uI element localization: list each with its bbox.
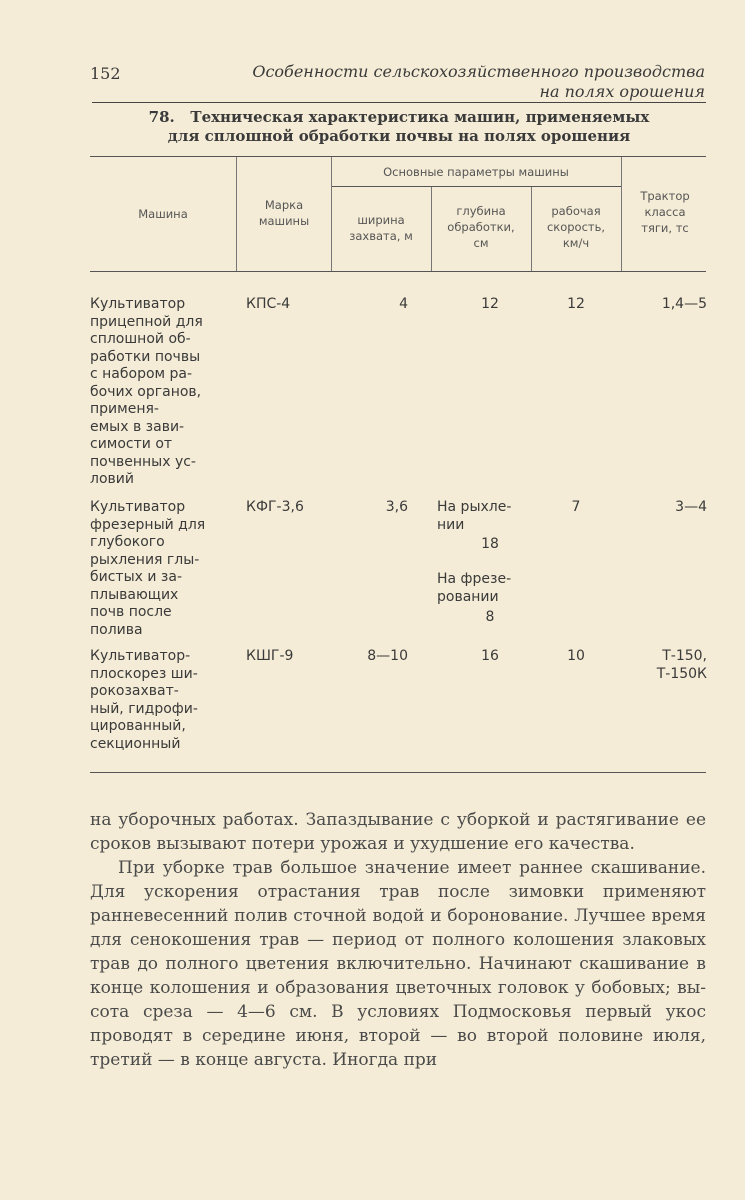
header-tractor-line-1: Трактор xyxy=(640,189,690,203)
row-3-machine: Культиватор- плоскорез ши- рокозахват- ный, гидрофи- цированный, секционный xyxy=(90,648,198,752)
table-top-rule xyxy=(90,156,706,157)
row-2-depth-loosening-value: 18 xyxy=(481,536,499,552)
row-3-speed: 10 xyxy=(567,648,585,664)
table-caption-line-1: 78. Техническая характеристика машин, применяемых xyxy=(148,108,650,126)
table-caption-line-2: для сплошной обработки почвы на полях орошения xyxy=(167,127,631,145)
row-1-tractor: 1,4—5 xyxy=(661,296,707,312)
running-head-line-1: Особенности сельскохозяйственного производства xyxy=(252,62,705,81)
col-divider-2 xyxy=(331,157,332,271)
header-depth-line-2: обработки, xyxy=(447,220,515,234)
row-1-speed: 12 xyxy=(567,296,585,312)
header-tractor-line-3: тяги, тс xyxy=(641,221,689,235)
row-1-brand: КПС-4 xyxy=(246,296,291,312)
params-group-rule xyxy=(331,186,621,187)
header-speed-line-3: км/ч xyxy=(562,236,590,250)
header-depth-line-1: глубина xyxy=(456,204,506,218)
row-3-tractor: Т-150, Т-150К xyxy=(656,648,707,682)
row-2-brand: КФГ-3,6 xyxy=(246,499,304,515)
header-params-group: Основные параметры машины xyxy=(383,165,569,179)
row-2-machine: Культиватор фрезерный для глубокого рыхления глы- бистых и за- плывающих почв после полива xyxy=(90,499,206,638)
row-2-depth-milling-value: 8 xyxy=(485,609,495,625)
col-divider-5 xyxy=(621,157,622,271)
row-3-depth: 16 xyxy=(481,648,499,664)
row-2-tractor: 3—4 xyxy=(675,499,707,515)
header-width-line-1: ширина xyxy=(357,213,405,227)
paragraph-2: При уборке трав большое значение имеет раннее скашивание. Для ускорения отрастания трав после зимовки применяют ранневесенний полив сточной водой и боронование. Лучшее время для сенокошения трав — период от полного колошения злаковых трав до полного цветения включительно. Начинают скашивание в конце колошения и образования цветочных головок у бобовых; высота среза — 4—6 см. В условиях Подмосковья первый укос проводят в середине июня, второй — во второй половине июля, третий — в конце августа. Иногда при xyxy=(90,858,706,1070)
row-1-width: 4 xyxy=(399,296,408,312)
header-speed-line-2: скорость, xyxy=(546,220,606,234)
paragraph-1: на уборочных работах. Запаздывание с уборкой и растягивание ее сроков вызывают потери урожая и ухудшение его качества. xyxy=(90,810,706,854)
body-text xyxy=(90,808,706,1072)
header-brand-line-1: Марка xyxy=(264,198,304,212)
header-brand-line-2: машины xyxy=(258,214,310,228)
col-divider-3 xyxy=(431,187,432,271)
row-2-depth-milling-label: На фрезе- ровании xyxy=(437,571,512,605)
col-divider-4 xyxy=(531,187,532,271)
row-3-width: 8—10 xyxy=(367,648,408,664)
table-bottom-rule xyxy=(90,772,706,773)
header-speed-line-1: рабочая xyxy=(551,204,601,218)
header-machine: Машина xyxy=(138,207,188,221)
header-speed xyxy=(533,203,619,251)
table-header-rule xyxy=(90,271,706,272)
running-head-line-2: на полях орошения xyxy=(539,82,705,101)
header-brand xyxy=(238,197,330,229)
row-1-depth: 12 xyxy=(481,296,499,312)
header-depth xyxy=(433,203,529,251)
row-1-machine: Культиватор прицепной для сплошной об- работки почвы с набором ра- бочих органов, применя- емых в зави- симости от почвенных ус- ловий xyxy=(90,296,203,487)
running-head xyxy=(252,62,705,102)
header-width xyxy=(333,212,429,244)
row-2-speed: 7 xyxy=(571,499,581,515)
row-2-depth-loosening-label: На рыхле- нии xyxy=(437,499,512,533)
row-2-width: 3,6 xyxy=(385,499,408,515)
header-rule xyxy=(92,102,706,103)
header-width-line-2: захвата, м xyxy=(349,229,413,243)
col-divider-1 xyxy=(236,157,237,271)
header-tractor-line-2: класса xyxy=(644,205,686,219)
table-caption xyxy=(92,108,706,146)
page-number: 152 xyxy=(90,64,121,83)
row-3-brand: КШГ-9 xyxy=(246,648,294,664)
header-tractor xyxy=(623,188,707,236)
header-depth-line-3: см xyxy=(473,236,489,250)
